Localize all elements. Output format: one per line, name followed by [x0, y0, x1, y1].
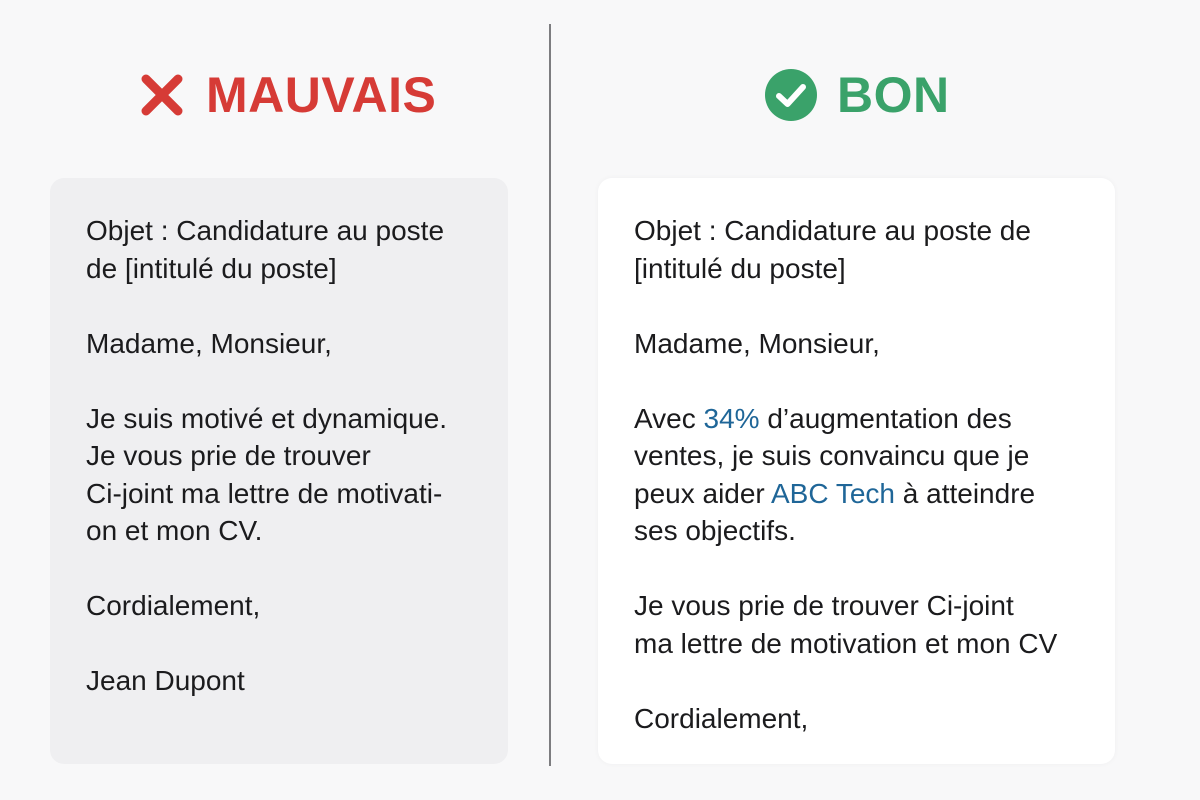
highlight-company: ABC Tech	[771, 477, 895, 509]
good-title: BON	[837, 67, 950, 123]
vertical-divider	[549, 24, 551, 766]
letter-greeting: Madame, Monsieur,	[86, 327, 332, 359]
bad-letter-card	[50, 178, 508, 764]
letter-subject: Objet : Candidature au poste de [intitulé du poste]	[634, 215, 1031, 284]
bad-heading	[138, 62, 436, 128]
letter-greeting: Madame, Monsieur,	[634, 327, 880, 359]
good-letter-card	[598, 178, 1115, 764]
letter-body-attachment: Je vous prie de trouver Ci-joint ma lettre de motivation et mon CV	[634, 590, 1058, 659]
letter-subject: Objet : Candidature au poste de [intitulé du poste]	[86, 215, 445, 284]
check-circle-icon	[765, 69, 817, 121]
letter-signature: Jean Dupont	[86, 665, 245, 696]
letter-closing: Cordialement,	[634, 702, 809, 734]
bad-title: MAUVAIS	[206, 67, 437, 123]
cross-icon	[138, 71, 186, 119]
letter-body-achievement: Avec 34% d’augmentation des ventes, je suis convaincu que je peux aider ABC Tech à atteindre ses objectifs.	[634, 402, 1036, 546]
good-heading	[765, 62, 950, 128]
letter-closing: Cordialement,	[86, 590, 261, 621]
letter-body: Je suis motivé et dynamique. Je vous prie de trouver Ci-joint ma lettre de motivati- on et mon CV.	[86, 402, 448, 546]
highlight-percentage: 34%	[703, 402, 760, 434]
